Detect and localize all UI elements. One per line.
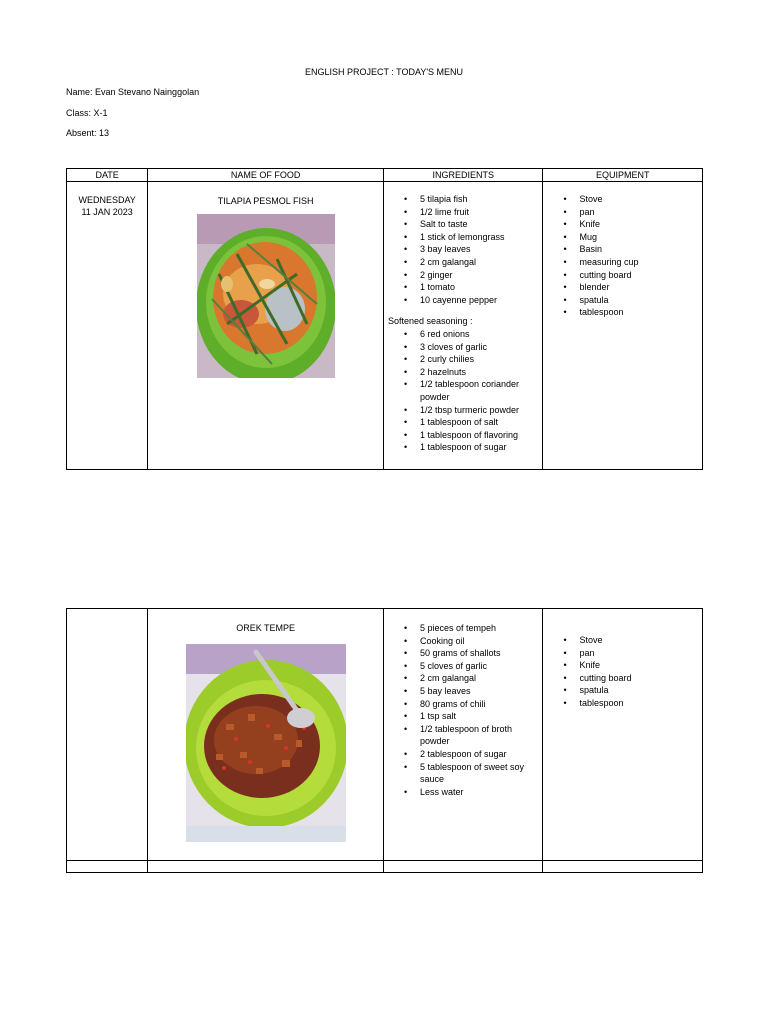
equipment-list — [543, 634, 702, 710]
list-item: • 10 cayenne pepper — [384, 294, 543, 307]
date-cell — [67, 182, 148, 470]
list-item: • cutting board — [543, 269, 702, 282]
list-item: • Less water — [384, 786, 543, 799]
date-day: 11 JAN 2023 — [81, 207, 133, 217]
list-item: • blender — [543, 281, 702, 294]
list-item: • cutting board — [543, 672, 702, 685]
table-row — [67, 609, 703, 861]
table-header-row — [67, 169, 703, 182]
list-item: • spatula — [543, 294, 702, 307]
list-item: • Salt to taste — [384, 218, 543, 231]
list-item: • 1 tomato — [384, 281, 543, 294]
seasoning-heading: Softened seasoning : — [387, 316, 473, 327]
header-date: DATE — [67, 169, 148, 182]
document-title: ENGLISH PROJECT : TODAY'S MENU — [304, 67, 464, 77]
empty-cell — [543, 861, 703, 873]
list-item: • 2 tablespoon of sugar — [384, 748, 543, 761]
equipment-cell — [543, 609, 703, 861]
list-item: • 2 cm galangal — [384, 672, 543, 685]
list-item: • Stove — [543, 193, 702, 206]
header-food: NAME OF FOOD — [148, 169, 384, 182]
list-item: • 3 cloves of garlic — [384, 341, 543, 354]
list-item: • 3 bay leaves — [384, 243, 543, 256]
list-item: • 5 pieces of tempeh — [384, 622, 543, 635]
ingredients-cell — [383, 182, 543, 470]
food-name: OREK TEMPE — [236, 623, 296, 633]
list-item: • 1 tsp salt — [384, 710, 543, 723]
list-item: • Cooking oil — [384, 635, 543, 648]
list-item: • 80 grams of chili — [384, 698, 543, 711]
list-item: • 2 ginger — [384, 269, 543, 282]
food-name: TILAPIA PESMOL FISH — [217, 196, 314, 206]
empty-cell — [383, 861, 543, 873]
menu-table-1 — [66, 168, 703, 470]
menu-table-2 — [66, 608, 703, 873]
list-item: • 1/2 lime fruit — [384, 206, 543, 219]
table-row-empty — [67, 861, 703, 873]
list-item: • 1/2 tbsp turmeric powder — [384, 404, 543, 417]
student-name: Name: Evan Stevano Nainggolan — [66, 87, 200, 97]
list-item: • Stove — [543, 634, 702, 647]
list-item: • 2 cm galangal — [384, 256, 543, 269]
student-class: Class: X-1 — [66, 108, 108, 118]
header-equipment: EQUIPMENT — [543, 169, 703, 182]
list-item: • 1 stick of lemongrass — [384, 231, 543, 244]
list-item: • Basin — [543, 243, 702, 256]
list-item: • spatula — [543, 684, 702, 697]
list-item: • Knife — [543, 659, 702, 672]
list-item: • 6 red onions — [384, 328, 543, 341]
list-item: • pan — [543, 206, 702, 219]
list-item: • pan — [543, 647, 702, 660]
empty-cell — [148, 861, 384, 873]
list-item: • 5 bay leaves — [384, 685, 543, 698]
list-item: • 2 curly chilies — [384, 353, 543, 366]
list-item: • 5 tablespoon of sweet soy sauce — [384, 761, 543, 786]
equipment-cell — [543, 182, 703, 470]
list-item: • 2 hazelnuts — [384, 366, 543, 379]
equipment-list — [543, 193, 702, 319]
list-item: • 1 tablespoon of flavoring — [384, 429, 543, 442]
list-item: • 1/2 tablespoon of broth powder — [384, 723, 543, 748]
student-absent: Absent: 13 — [66, 128, 110, 138]
empty-cell — [67, 861, 148, 873]
list-item: • 1/2 tablespoon coriander powder — [384, 378, 543, 403]
list-item: • 1 tablespoon of sugar — [384, 441, 543, 454]
list-item: • tablespoon — [543, 306, 702, 319]
ingredients-list — [384, 193, 543, 306]
list-item: • Mug — [543, 231, 702, 244]
list-item: • Knife — [543, 218, 702, 231]
food-cell — [148, 609, 384, 861]
list-item: • 50 grams of shallots — [384, 647, 543, 660]
list-item: • measuring cup — [543, 256, 702, 269]
list-item: • 1 tablespoon of salt — [384, 416, 543, 429]
list-item: • tablespoon — [543, 697, 702, 710]
food-photo-orek-tempe — [186, 644, 346, 842]
list-item: • 5 tilapia fish — [384, 193, 543, 206]
table-row — [67, 182, 703, 470]
ingredients-cell — [383, 609, 543, 861]
date-weekday: WEDNESDAY — [78, 195, 136, 205]
ingredients-list — [384, 622, 543, 798]
seasoning-list — [384, 328, 543, 454]
food-photo-tilapia — [197, 214, 335, 378]
food-cell — [148, 182, 384, 470]
header-ingredients: INGREDIENTS — [383, 169, 543, 182]
date-cell — [67, 609, 148, 861]
list-item: • 5 cloves of garlic — [384, 660, 543, 673]
